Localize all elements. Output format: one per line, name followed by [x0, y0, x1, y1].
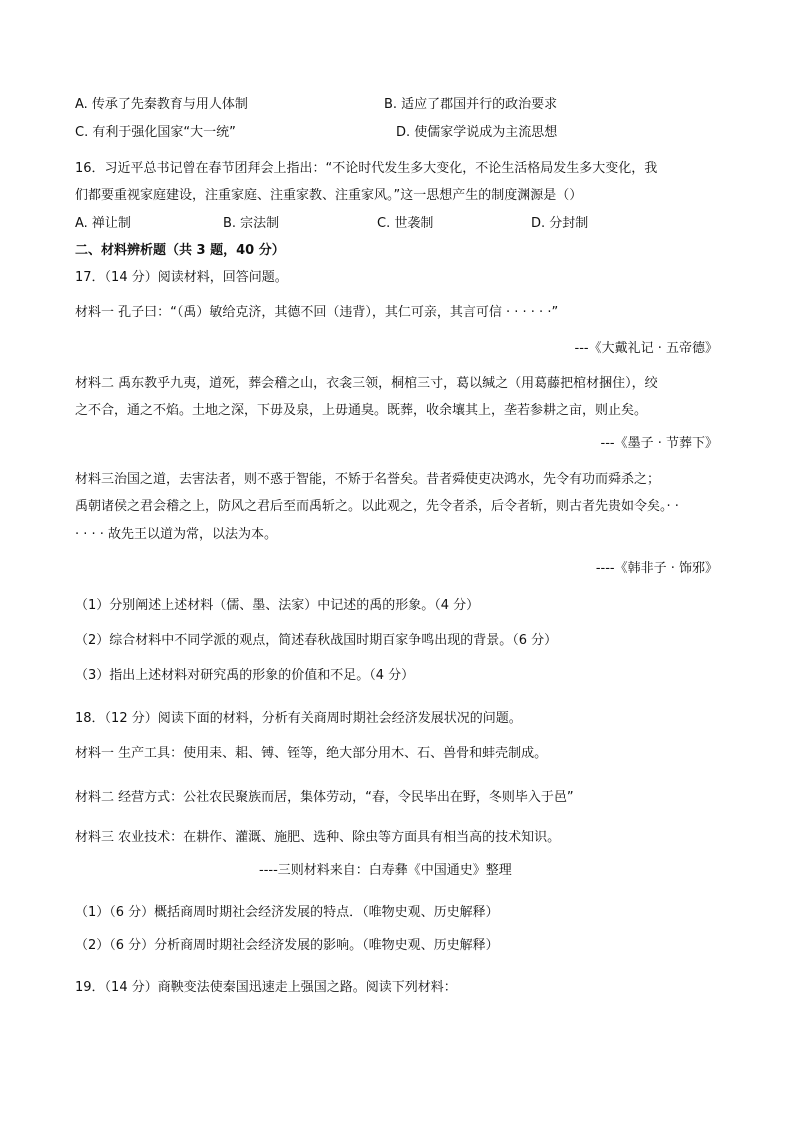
q17-subquestion-1: （1）分别阐述上述材料（儒、墨、法家）中记述的禹的形象。（4 分） [75, 598, 480, 613]
q17-subquestion-3: （3）指出上述材料对研究禹的形象的价值和不足。（4 分） [75, 668, 415, 683]
q17-material-2-line2: 之不合，通之不焰。土地之深，下毋及泉，上毋通臭。既葬，收余壤其上，垄若参耕之亩，则止矣。 [75, 403, 648, 418]
q17-material-3-line3: · · · · 故先王以道为常，以法为本。 [75, 527, 278, 542]
q16-stem-line2: 们都要重视家庭建设，注重家庭、注重家教、注重家风。”这一思想产生的制度渊源是（） [75, 188, 583, 203]
q15-option-a: A. 传承了先秦教育与用人体制 [75, 97, 248, 112]
q17-material-3-source: ----《韩非子 · 饰邪》 [595, 561, 718, 576]
section-title: 二、材料辨析题（共 3 题，40 分） [75, 243, 285, 258]
q17-heading: 17．（14 分）阅读材料，回答问题。 [75, 270, 288, 285]
q15-option-b: B. 适应了郡国并行的政治要求 [384, 97, 558, 112]
q16-stem-line1: 16．习近平总书记曾在春节团拜会上指出：“不论时代发生多大变化，不论生活格局发生多大变化，我 [75, 161, 658, 176]
q18-subquestion-1: （1）（6 分）概括商周时期社会经济发展的特点．（唯物史观、历史解释） [75, 905, 499, 920]
q17-material-2-source: ---《墨子 · 节葬下》 [600, 436, 718, 451]
q18-material-2: 材料二 经营方式：公社农民聚族而居，集体劳动，“春，令民毕出在野，冬则毕入于邑” [75, 790, 574, 805]
q17-material-1: 材料一 孔子曰：“（禹）敏给克济，其德不回（违背），其仁可亲，其言可信 · · · · · ·” [75, 305, 559, 320]
q17-material-2-line1: 材料二 禹东教乎九夷，道死，葬会稽之山，衣衾三领，桐棺三寸，葛以缄之（用葛藤把棺材捆住），绞 [75, 376, 658, 391]
q17-material-1-source: ---《大戴礼记 · 五帝德》 [574, 341, 718, 356]
q17-material-3-line1: 材料三治国之道，去害法者，则不惑于智能，不矫于名誉矣。昔者舜使吏决鸿水，先令有功而舜杀之； [75, 472, 661, 487]
q15-option-d: D. 使儒家学说成为主流思想 [396, 125, 558, 140]
q18-subquestion-2: （2）（6 分）分析商周时期社会经济发展的影响。（唯物史观、历史解释） [75, 938, 499, 953]
q16-option-c: C. 世袭制 [377, 216, 434, 231]
q16-option-d: D. 分封制 [531, 216, 589, 231]
q18-material-1: 材料一 生产工具：使用耒、耜、镈、铚等，绝大部分用木、石、兽骨和蚌壳制成。 [75, 746, 548, 761]
q18-heading: 18．（12 分）阅读下面的材料，分析有关商周时期社会经济发展状况的问题。 [75, 711, 522, 726]
q18-source: ----三则材料来自：白寿彝《中国通史》整理 [259, 863, 512, 878]
q17-subquestion-2: （2）综合材料中不同学派的观点，简述春秋战国时期百家争鸣出现的背景。（6 分） [75, 633, 558, 648]
q18-material-3: 材料三 农业技术：在耕作、灌溉、施肥、选种、除虫等方面具有相当高的技术知识。 [75, 830, 561, 845]
q19-heading: 19．（14 分）商鞅变法使秦国迅速走上强国之路。阅读下列材料： [75, 980, 457, 995]
q16-option-b: B. 宗法制 [223, 216, 280, 231]
q16-option-a: A. 禅让制 [75, 216, 131, 231]
q17-material-3-line2: 禹朝诸侯之君会稽之上，防风之君后至而禹斩之。以此观之，先令者杀，后令者斩，则古者先贵如令矣。· · [75, 499, 679, 514]
q15-option-c: C. 有利于强化国家“大一统” [75, 125, 236, 140]
